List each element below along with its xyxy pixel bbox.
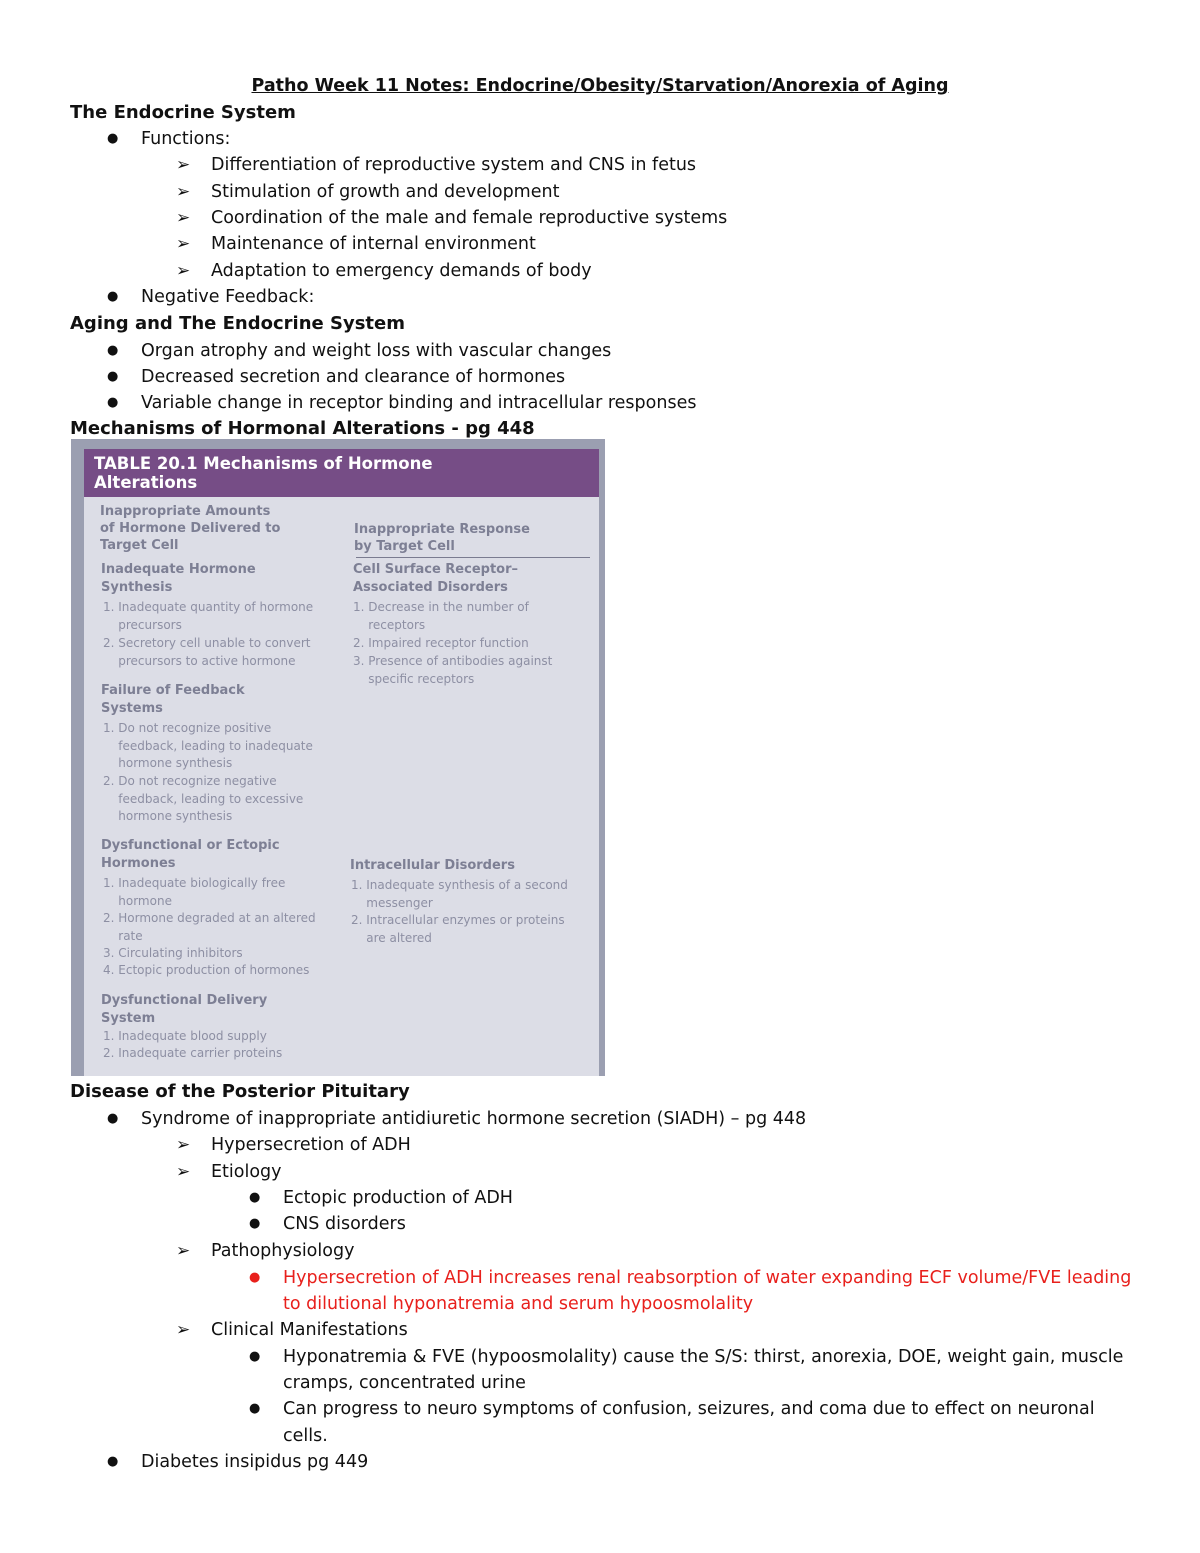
table-item: 3. Circulating inhibitors — [103, 946, 243, 960]
pathophysiology-item: Pathophysiology — [211, 1241, 355, 1261]
arrow-bullet-icon: ➢ — [176, 261, 191, 281]
table-item: 3. Presence of antibodies against specific receptors — [353, 654, 553, 686]
arrow-bullet-icon: ➢ — [176, 234, 191, 254]
bullet-icon: ● — [249, 1401, 261, 1416]
bullet-icon: ● — [107, 1454, 119, 1469]
bullet-icon: ● — [107, 369, 119, 384]
function-item: Adaptation to emergency demands of body — [211, 261, 592, 281]
bullet-icon: ● — [249, 1349, 261, 1364]
table-item: 2. Inadequate carrier proteins — [103, 1046, 283, 1060]
etiology-item: Etiology — [211, 1162, 282, 1182]
bullet-icon: ● — [249, 1216, 261, 1231]
table-photo — [71, 439, 605, 1076]
arrow-bullet-icon: ➢ — [176, 1320, 191, 1340]
table-item: 2. Impaired receptor function — [353, 636, 529, 650]
column-header-rule — [356, 557, 590, 558]
functions-label: Functions: — [141, 129, 231, 149]
etiology-subitem: Ectopic production of ADH — [283, 1188, 513, 1208]
left-column-header: Inappropriate Amounts of Hormone Delivered to Target Cell — [100, 504, 281, 553]
table-item: 2. Do not recognize negative feedback, leading to excessive hormone synthesis — [103, 774, 304, 823]
section-head-delivery: Dysfunctional Delivery System — [101, 993, 268, 1026]
table-item: 1. Inadequate blood supply — [103, 1029, 267, 1043]
page-title: Patho Week 11 Notes: Endocrine/Obesity/Starvation/Anorexia of Aging — [251, 76, 949, 96]
pathophysiology-text: Hypersecretion of ADH increases renal reabsorption of water expanding ECF volume/FVE leading — [283, 1268, 1132, 1288]
arrow-bullet-icon: ➢ — [176, 182, 191, 202]
bullet-icon: ● — [107, 343, 119, 358]
table-item: 2. Intracellular enzymes or proteins are altered — [351, 913, 565, 945]
right-column-header: Inappropriate Response by Target Cell — [354, 522, 530, 554]
heading-aging-endocrine: Aging and The Endocrine System — [70, 313, 405, 334]
bullet-icon: ● — [107, 289, 119, 304]
section-head-intracellular: Intracellular Disorders — [350, 858, 515, 873]
table-title-line: TABLE 20.1 Mechanisms of Hormone — [94, 454, 433, 473]
clinical-text: cramps, concentrated urine — [283, 1373, 526, 1393]
heading-mechanisms: Mechanisms of Hormonal Alterations - pg 448 — [70, 418, 535, 439]
table-item: 1. Inadequate quantity of hormone precursors — [103, 600, 314, 632]
bullet-icon: ● — [107, 1111, 119, 1126]
hypersecretion-item: Hypersecretion of ADH — [211, 1135, 411, 1155]
clinical-text: Can progress to neuro symptoms of confusion, seizures, and coma due to effect on neuronal — [283, 1399, 1095, 1419]
aging-item: Variable change in receptor binding and intracellular responses — [141, 393, 697, 413]
arrow-bullet-icon: ➢ — [176, 1241, 191, 1261]
aging-item: Organ atrophy and weight loss with vascular changes — [141, 341, 612, 361]
arrow-bullet-icon: ➢ — [176, 208, 191, 228]
pathophysiology-text: to dilutional hyponatremia and serum hypoosmolality — [283, 1294, 754, 1314]
aging-item: Decreased secretion and clearance of hormones — [141, 367, 566, 387]
heading-posterior-pituitary: Disease of the Posterior Pituitary — [70, 1081, 410, 1102]
function-item: Differentiation of reproductive system and CNS in fetus — [211, 155, 697, 175]
negative-feedback-label: Negative Feedback: — [141, 287, 315, 307]
table-item: 1. Inadequate synthesis of a second messenger — [351, 878, 568, 910]
clinical-manifestations-item: Clinical Manifestations — [211, 1320, 408, 1340]
table-item: 1. Inadequate biologically free hormone — [103, 876, 286, 908]
etiology-subitem: CNS disorders — [283, 1214, 406, 1234]
clinical-text: cells. — [283, 1426, 328, 1446]
diabetes-insipidus-item: Diabetes insipidus pg 449 — [141, 1452, 369, 1472]
function-item: Coordination of the male and female reproductive systems — [211, 208, 728, 228]
bullet-icon: ● — [249, 1190, 261, 1205]
table-item: 1. Do not recognize positive feedback, leading to inadequate hormone synthesis — [103, 721, 313, 770]
table-item: 2. Secretory cell unable to convert precursors to active hormone — [103, 636, 311, 668]
bullet-icon: ● — [107, 395, 119, 410]
clinical-text: Hyponatremia & FVE (hypoosmolality) cause the S/S: thirst, anorexia, DOE, weight gain, muscle — [283, 1347, 1124, 1367]
table-page — [84, 449, 599, 1076]
table-item: 4. Ectopic production of hormones — [103, 963, 310, 977]
section-head-synthesis: Inadequate Hormone Synthesis — [101, 562, 256, 595]
function-item: Maintenance of internal environment — [211, 234, 536, 254]
table-item: 1. Decrease in the number of receptors — [353, 600, 529, 632]
section-head-receptor: Cell Surface Receptor– Associated Disorders — [353, 562, 519, 595]
section-head-dysfunctional: Dysfunctional or Ectopic Hormones — [101, 838, 280, 871]
table-item: 2. Hormone degraded at an altered rate — [103, 911, 316, 943]
arrow-bullet-icon: ➢ — [176, 155, 191, 175]
function-item: Stimulation of growth and development — [211, 182, 560, 202]
arrow-bullet-icon: ➢ — [176, 1162, 191, 1182]
bullet-icon: ● — [107, 131, 119, 146]
bullet-icon: ● — [249, 1270, 261, 1285]
table-title-line: Alterations — [94, 473, 198, 492]
heading-endocrine-system: The Endocrine System — [70, 102, 296, 123]
arrow-bullet-icon: ➢ — [176, 1135, 191, 1155]
siadh-item: Syndrome of inappropriate antidiuretic hormone secretion (SIADH) – pg 448 — [141, 1109, 807, 1129]
section-head-feedback: Failure of Feedback Systems — [101, 683, 245, 716]
table-title — [94, 454, 564, 492]
